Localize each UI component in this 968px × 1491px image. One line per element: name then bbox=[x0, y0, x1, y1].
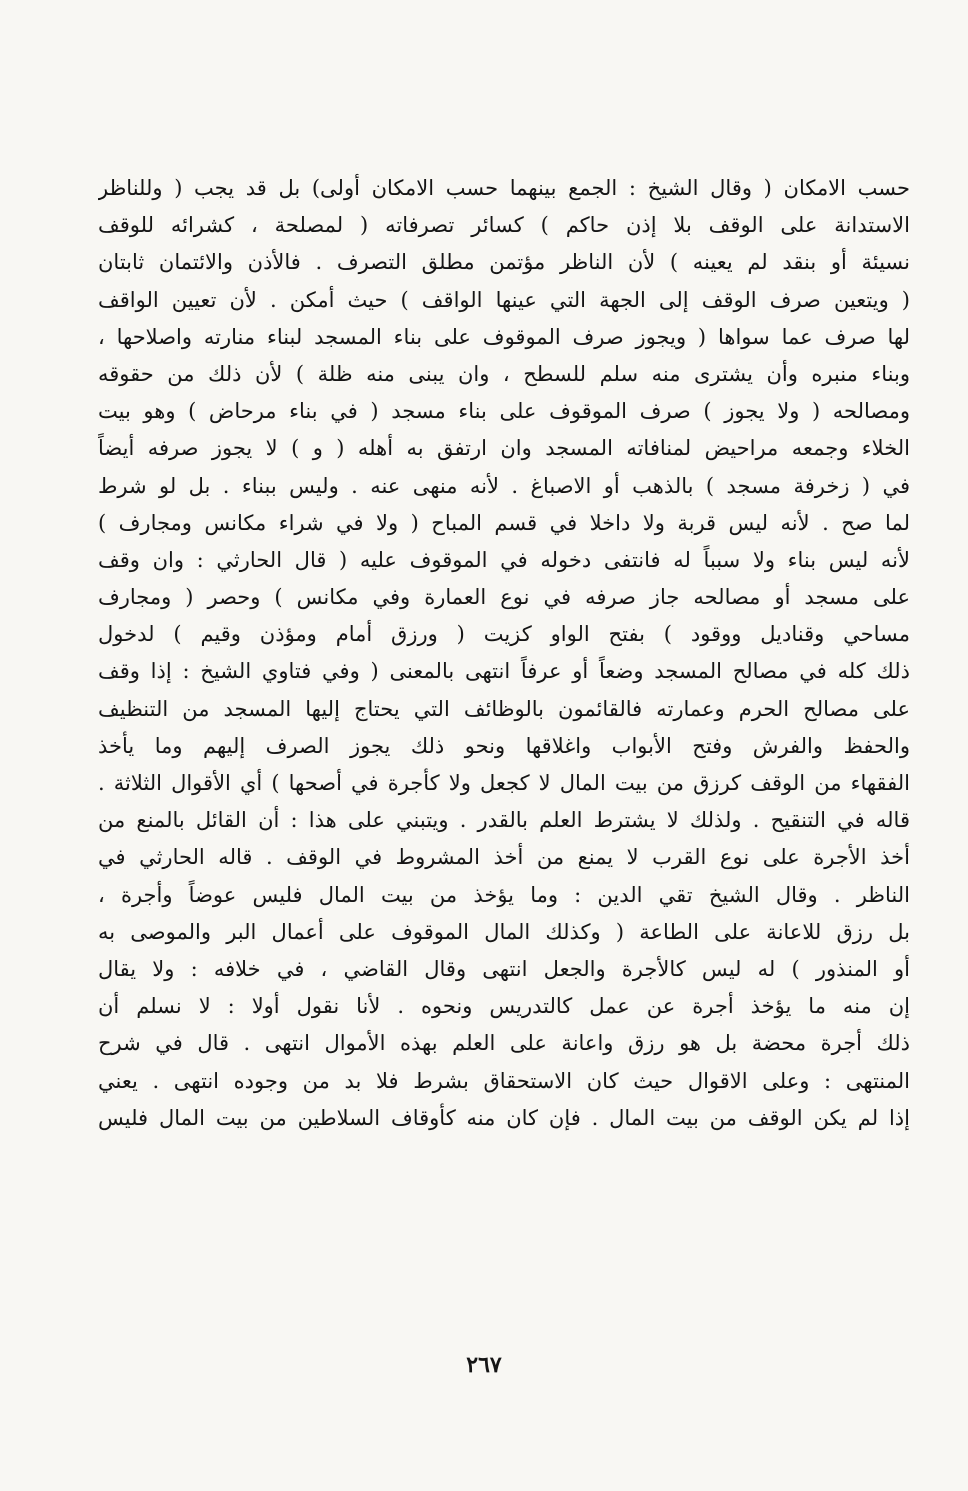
text-line: على مسجد أو مصالحه جاز صرفه في نوع العمارة وفي مكانس ) وحصر ( ومجارف bbox=[98, 585, 910, 610]
text-line: نسيئة أو بنقد لم يعينه ) لأن الناظر مؤتمن مطلق التصرف . فالأذن والائتمان ثابتان bbox=[98, 250, 910, 275]
page-number: ٢٦٧ bbox=[466, 1352, 502, 1378]
text-line: إن منه ما يؤخذ أجرة عن عمل كالتدريس ونحوه . لأنا نقول أولا : لا نسلم أن bbox=[98, 994, 910, 1019]
text-line: الناظر . وقال الشيخ تقي الدين : وما يؤخذ من بيت المال فليس عوضاً وأجرة ، bbox=[98, 882, 910, 907]
body-text bbox=[98, 170, 910, 1137]
text-line: ومصالحه ( ولا يجوز ) صرف الموقوف على بناء مسجد ( في بناء مرحاض ) وهو بيت bbox=[98, 399, 910, 424]
text-line: الخلاء وجمعه مراحيض لمنافاته المسجد وان ارتفق به أهله ( و ) لا يجوز صرفه أيضاً bbox=[98, 436, 910, 461]
text-line: ذلك أجرة محضة بل هو رزق واعانة على العلم بهذه الأموال انتهى . قال في شرح bbox=[98, 1031, 910, 1056]
text-line: أو المنذور ) له ليس كالأجرة والجعل انتهى وقال القاضي ، في خلافه : ولا يقال bbox=[98, 956, 910, 981]
text-line: حسب الامكان ( وقال الشيخ : الجمع بينهما حسب الامكان أولى) بل قد يجب ( وللناظر bbox=[98, 176, 910, 200]
text-line: إذا لم يكن الوقف من بيت المال . فإن كان منه كأوقاف السلاطين من بيت المال فليس bbox=[98, 1105, 910, 1130]
text-line: ( ويتعين صرف الوقف إلى الجهة التي عينها الواقف ) حيث أمكن . لأن تعيين الواقف bbox=[98, 287, 910, 312]
text-line: في ( زخرفة مسجد ) بالذهب أو الاصباغ . لأنه منهى عنه . وليس ببناء . بل لو شرط bbox=[98, 473, 910, 498]
text-line: الفقهاء من الوقف كرزق من بيت المال لا كجعل ولا كأجرة في أصحها ) أي الأقوال الثلاثة . bbox=[98, 771, 910, 795]
text-line: لها صرف عما سواها ( ويجوز صرف الموقوف على بناء المسجد لبناء منارته واصلاحها ، bbox=[98, 324, 910, 349]
text-line: مساحي وقناديل ووقود ) بفتح الواو كزيت ( ورزق أمام ومؤذن وقيم ) لدخول bbox=[98, 622, 910, 647]
text-line: ذلك كله في مصالح المسجد وضعاً أو عرفاً انتهى بالمعنى ( وفي فتاوي الشيخ : إذا وقف bbox=[98, 659, 910, 684]
text-line: لما صح . لأنه ليس قربة ولا داخلا في قسم المباح ( ولا في شراء مكانس ومجارف ) bbox=[98, 510, 910, 535]
text-line: على مصالح الحرم وعمارته فالقائمون بالوظائف التي يحتاج إليها المسجد من التنظيف bbox=[98, 696, 910, 721]
text-line: قاله في التنقيح . ولذلك لا يشترط العلم بالقدر . ويتبني على هذا : أن القائل بالمنع من bbox=[98, 808, 910, 833]
text-line: أخذ الأجرة على نوع القرب لا يمنع من أخذ المشروط في الوقف . قاله الحارثي في bbox=[98, 845, 910, 870]
text-line: بل رزق للاعانة على الطاعة ( وكذلك المال الموقوف على أعمال البر والموصى به bbox=[98, 919, 910, 944]
text-line: الاستدانة على الوقف بلا إذن حاكم ) كسائر تصرفاته ( لمصلحة ، كشرائه للوقف bbox=[98, 213, 910, 238]
text-line: المنتهى : وعلى الاقوال حيث كان الاستحقاق بشرط فلا بد من وجوده انتهى . يعني bbox=[98, 1068, 910, 1093]
text-line: وبناء منبره وأن يشترى منه سلم للسطح ، وان يبنى منه ظلة ) لأن ذلك من حقوقه bbox=[98, 361, 910, 386]
text-line: لأنه ليس بناء ولا سبباً له فانتفى دخوله في الموقوف عليه ( قال الحارثي : وان وقف bbox=[98, 547, 910, 572]
text-line: والحفظ والفرش وفتح الأبواب واغلاقها ونحو ذلك يجوز الصرف إليهم وما يأخذ bbox=[98, 733, 910, 758]
